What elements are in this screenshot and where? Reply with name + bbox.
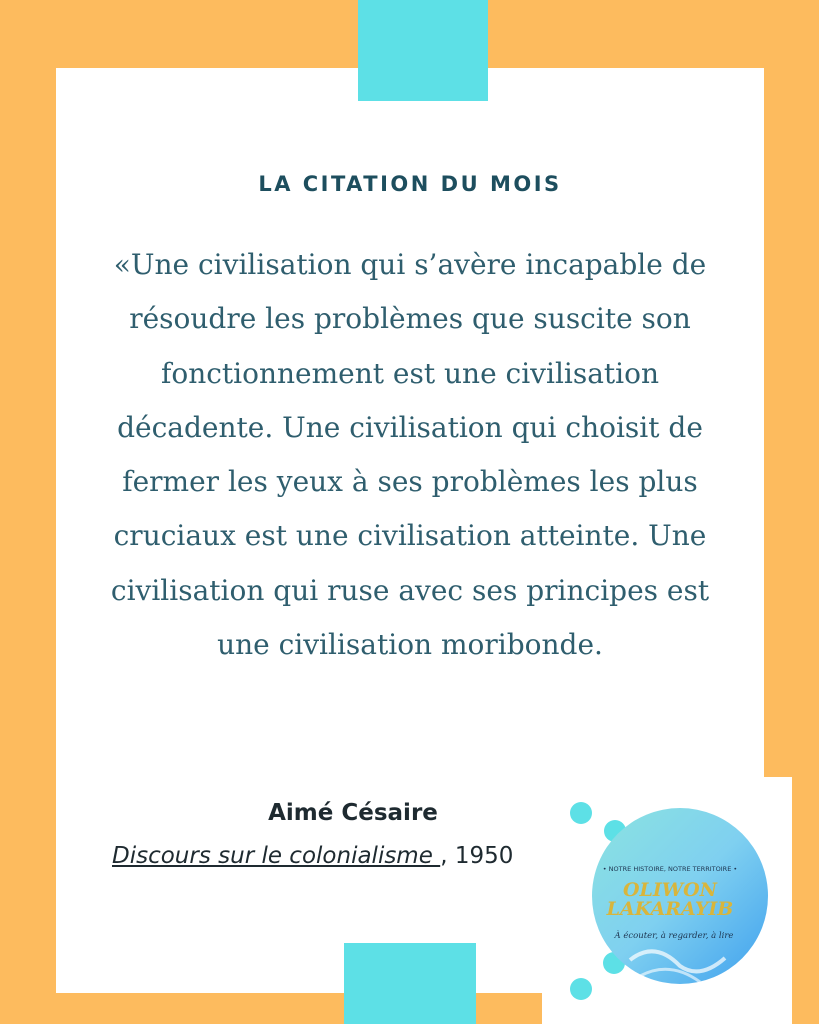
quote-text: «Une civilisation qui s’avère incapable de résoudre les problèmes que suscite son fonctionnement est une civilisation décadente. Une civilisation qui choisit de fermer les yeux à ses problèmes les plus cruciaux est une civilisation atteinte. Une civilisation qui ruse avec ses principes est une civilisation moribonde. (110, 248, 710, 662)
page-title: LA CITATION DU MOIS (258, 172, 562, 196)
quote-source (112, 843, 513, 869)
source-work-title: Discours sur le colonialisme (112, 843, 441, 869)
logo-tagline-top: • NOTRE HISTOIRE, NOTRE TERRITOIRE • (602, 865, 738, 873)
quote-author: Aimé Césaire (268, 800, 438, 826)
logo-name-line1: OLIWON (622, 879, 718, 901)
top-accent-block (358, 0, 488, 101)
source-year: 1950 (454, 843, 514, 869)
logo-name-line2: LAKARAYIB (606, 898, 734, 920)
logo-tagline-bottom: À écouter, à regarder, à lire (614, 931, 734, 941)
source-separator: , (440, 843, 455, 869)
bottom-accent-block (344, 943, 476, 1024)
oliwon-lakarayib-logo (560, 790, 775, 1010)
